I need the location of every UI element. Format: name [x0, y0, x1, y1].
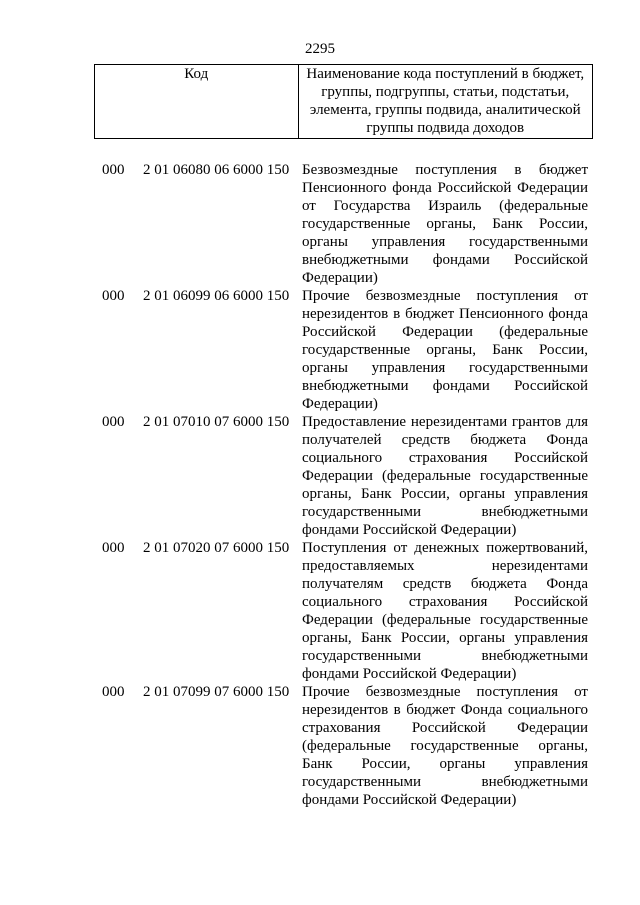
admin-code: 000 [102, 540, 125, 556]
code-list [0, 161, 640, 809]
page-number: 2295 [305, 41, 335, 57]
table-row [0, 287, 640, 413]
header-code-cell: Код [95, 65, 299, 139]
admin-code: 000 [102, 414, 125, 430]
revenue-code: 2 01 07010 07 6000 150 [143, 414, 290, 430]
admin-code: 000 [102, 162, 125, 178]
revenue-name: Поступления от денежных пожертвований, предоставляемых нерезидентами получателям средств бюджета Фонда социального страхования Российской Федерации (федеральные государственные органы, Банк России, органы управления государственными внебюджетными фондами Российской Федерации) [302, 540, 588, 682]
table-row [0, 683, 640, 809]
revenue-code: 2 01 07020 07 6000 150 [143, 540, 290, 556]
table-row [0, 413, 640, 539]
revenue-name: Безвозмездные поступления в бюджет Пенсионного фонда Российской Федерации от Государства Израиль (федеральные государственные органы, Банк России, органы управления государственными внебюджетными фондами Российской Федерации) [302, 162, 588, 286]
admin-code: 000 [102, 288, 125, 304]
header-name-cell: Наименование кода поступлений в бюджет, группы, подгруппы, статьи, подстатьи, элемента, группы подвида, аналитической группы подвида доходов [298, 65, 592, 139]
table-header [94, 64, 593, 139]
admin-code: 000 [102, 684, 125, 700]
revenue-name: Предоставление нерезидентами грантов для получателей средств бюджета Фонда социального страхования Российской Федерации (федеральные государственные органы, Банк России, органы управления государственными внебюджетными фондами Российской Федерации) [302, 414, 588, 538]
revenue-code: 2 01 07099 07 6000 150 [143, 684, 290, 700]
revenue-name: Прочие безвозмездные поступления от нерезидентов в бюджет Пенсионного фонда Российской Федерации (федеральные государственные органы, Банк России, органы управления государственными внебюджетными фондами Российской Федерации) [302, 288, 588, 412]
revenue-code: 2 01 06099 06 6000 150 [143, 288, 290, 304]
table-row [0, 161, 640, 287]
revenue-code: 2 01 06080 06 6000 150 [143, 162, 290, 178]
table-row [0, 539, 640, 683]
revenue-name: Прочие безвозмездные поступления от нерезидентов в бюджет Фонда социального страхования Российской Федерации (федеральные государственные органы, Банк России, органы управления государственными внебюджетными фондами Российской Федерации) [302, 684, 588, 808]
